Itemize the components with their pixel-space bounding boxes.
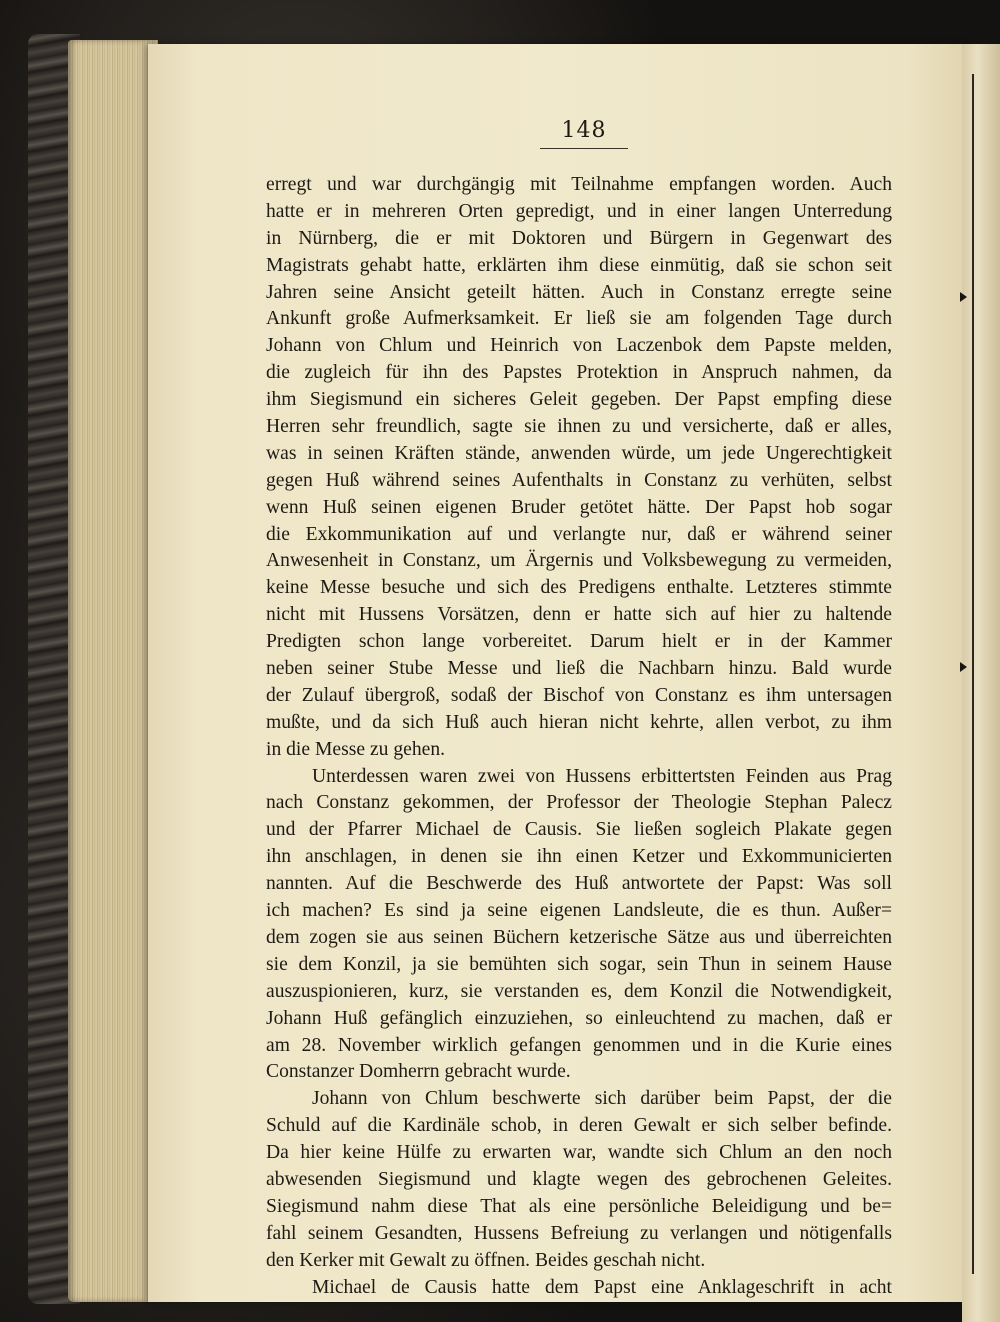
text-line: nach Constanz gekommen, der Professor der Theologie Stephan Palecz [266, 792, 892, 814]
text-line: fahl seinem Gesandten, Hussens Befreiung zu verlangen und nötigenfalls [266, 1222, 892, 1244]
text-line: Anwesenheit in Constanz, um Ärgernis und Volksbewegung zu vermeiden, [266, 550, 892, 572]
text-line: die Exkommunikation auf und verlangte nur, daß er während seiner [266, 523, 892, 545]
page-fold-line [972, 74, 974, 1274]
text-line: Michael de Causis hatte dem Papst eine Anklageschrift in acht [312, 1276, 892, 1298]
text-line: abwesenden Siegismund und klagte wegen des gebrochenen Geleites. [266, 1168, 892, 1190]
page-number-rule [540, 148, 628, 149]
text-line: am 28. November wirklich gefangen genommen und in die Kurie eines [266, 1034, 892, 1056]
text-line: hatte er in mehreren Orten gepredigt, und in einer langen Unterredung [266, 200, 892, 222]
text-line: in Nürnberg, die er mit Doktoren und Bürgern in Gegenwart des [266, 227, 892, 249]
text-line: sie dem Konzil, ja sie bemühten sich sogar, sein Thun in seinem Hause [266, 953, 892, 975]
text-line: Herren sehr freundlich, sagte sie ihnen zu und versicherte, daß er alles, [266, 416, 892, 438]
text-line: der Zulauf übergroß, sodaß der Bischof von Constanz es ihm untersagen [266, 684, 892, 706]
text-line: ihn anschlagen, in denen sie ihn einen Ketzer und Exkommunicierten [266, 846, 892, 868]
text-line: gegen Huß während seines Aufenthalts in Constanz zu verhüten, selbst [266, 469, 892, 491]
text-line: den Kerker mit Gewalt zu öffnen. Beides geschah nicht. [266, 1249, 706, 1271]
text-line: Schuld auf die Kardinäle schob, in deren Gewalt er sich selber befinde. [266, 1115, 892, 1137]
text-line: Johann Huß gefänglich einzuziehen, so einleuchtend zu machen, daß er [266, 1007, 892, 1029]
text-line: Ankunft große Aufmerksamkeit. Er ließ sie am folgenden Tage durch [266, 308, 892, 330]
paragraph [266, 764, 892, 1087]
text-line: Da hier keine Hülfe zu erwarten war, wandte sich Chlum an den noch [266, 1142, 892, 1164]
text-line: in die Messe zu gehen. [266, 738, 446, 760]
text-line: was in seinen Kräften stände, anwenden würde, um jede Ungerechtigkeit [266, 442, 892, 464]
text-line: erregt und war durchgängig mit Teilnahme empfangen worden. Auch [266, 174, 892, 195]
page-edges [68, 40, 158, 1302]
paragraph [266, 1086, 892, 1274]
text-line: nannten. Auf die Beschwerde des Huß antwortete der Papst: Was soll [266, 873, 892, 895]
text-line: mußte, und da sich Huß auch hieran nicht kehrte, allen verbot, zu ihm [266, 711, 892, 733]
text-line: ihm Siegismund ein sicheres Geleit gegeben. Der Papst empfing diese [266, 389, 892, 411]
text-line: Unterdessen waren zwei von Hussens erbittertsten Feinden aus Prag [312, 765, 892, 787]
text-line: Johann von Chlum und Heinrich von Laczenbok dem Papste melden, [266, 335, 892, 357]
text-line: wenn Huß seinen eigenen Bruder getötet hätte. Der Papst hob sogar [266, 496, 892, 518]
body-text [266, 172, 892, 1301]
facing-page-edge [962, 44, 1000, 1322]
page-number: 148 [561, 118, 607, 143]
text-line: Johann von Chlum beschwerte sich darüber beim Papst, der die [312, 1088, 892, 1110]
text-line: keine Messe besuche und sich des Predigens enthalte. Letzteres stimmte [266, 577, 892, 599]
text-line: Constanzer Domherrn gebracht wurde. [266, 1061, 571, 1083]
paragraph [266, 1275, 892, 1302]
text-line: nicht mit Hussens Vorsätzen, denn er hatte sich auf hier zu haltende [266, 604, 892, 626]
paragraph [266, 172, 892, 764]
text-line: dem zogen sie aus seinen Büchern ketzerische Sätze aus und überreichten [266, 926, 892, 948]
text-line: Jahren seine Ansicht geteilt hätten. Auch in Constanz erregte seine [266, 281, 892, 303]
text-line: neben seiner Stube Messe und ließ die Nachbarn hinzu. Bald wurde [266, 658, 892, 680]
text-line: ich machen? Es sind ja seine eigenen Landsleute, die es thun. Außer= [266, 900, 892, 922]
text-line: und der Pfarrer Michael de Causis. Sie ließen sogleich Plakate gegen [266, 819, 892, 841]
text-line: Predigten schon lange vorbereitet. Darum hielt er in der Kammer [266, 631, 892, 653]
text-line: die zugleich für ihn des Papstes Protektion in Anspruch nahmen, da [266, 362, 892, 384]
margin-marker [960, 662, 967, 672]
margin-marker [960, 292, 967, 302]
text-line: Magistrats gehabt hatte, erklärten ihm diese einmütig, daß sie schon seit [266, 254, 892, 276]
text-line: auszuspionieren, kurz, sie verstanden es, dem Konzil die Notwendigkeit, [266, 980, 892, 1002]
text-line: Siegismund nahm diese That als eine persönliche Beleidigung und be= [266, 1195, 892, 1217]
